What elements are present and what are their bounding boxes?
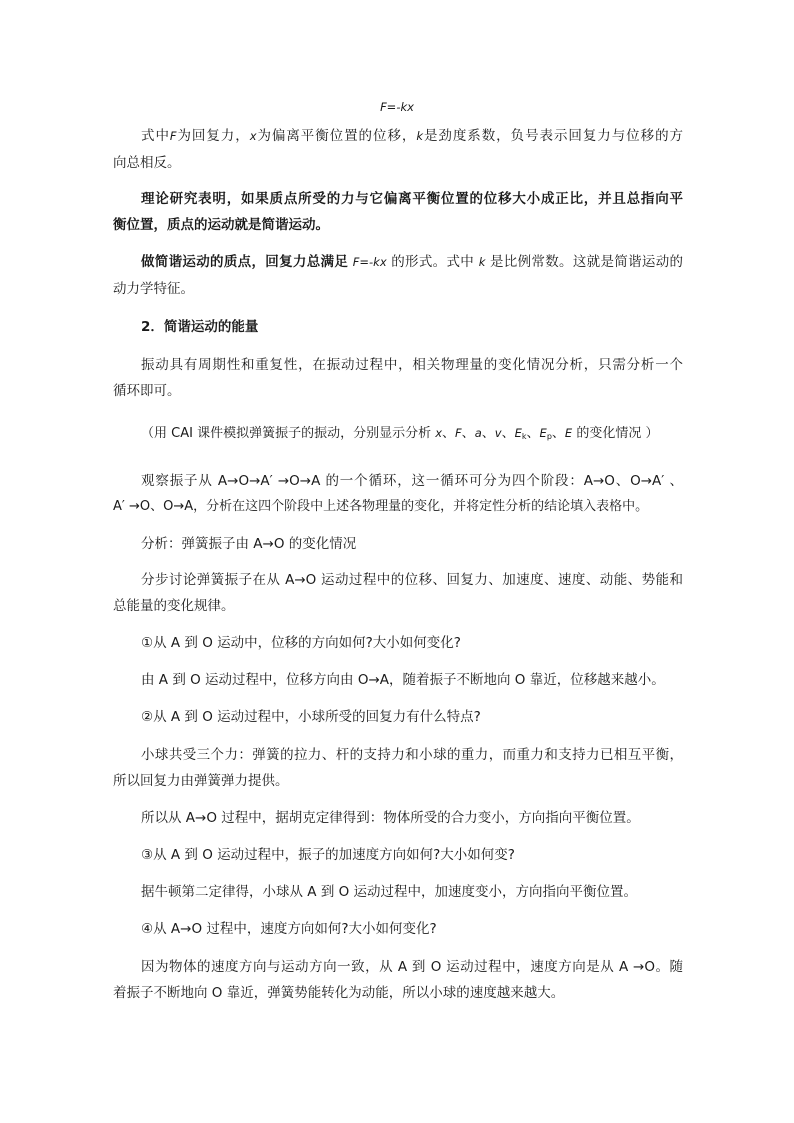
sep: 、 (481, 426, 495, 441)
sub-p: p (546, 432, 552, 441)
answer-2b: 所以从 A→O 过程中，据胡克定律得到：物体所受的合力变小，方向指向平衡位置。 (141, 810, 640, 826)
sep: 、 (501, 426, 515, 441)
p1-line1 (141, 126, 683, 146)
p3-line2: 动力学特征。 (113, 281, 194, 297)
p5-line (141, 423, 683, 444)
sep: 、 (551, 426, 565, 441)
text: （用 CAI 课件模拟弹簧振子的振动，分别显示分析 (141, 426, 432, 441)
text: 的形式。式中 (391, 254, 475, 270)
text: 的变化情况 ） (576, 426, 659, 441)
answer-2-line2: 所以回复力由弹簧弹力提供。 (113, 773, 289, 789)
var-E: E (564, 426, 573, 440)
text: 为回复力， (176, 128, 250, 144)
section-heading: 2．简谐运动的能量 (141, 319, 259, 335)
formula-inline: F=-kx (352, 255, 387, 269)
text: 是比例常数。这就是简谐运动的 (490, 254, 684, 270)
var-v: v (494, 426, 502, 440)
var-x: x (435, 426, 443, 440)
var-x: x (249, 129, 257, 143)
var-F: F (455, 426, 462, 440)
question-2: ②从 A 到 O 运动过程中，小球所受的回复力有什么特点? (141, 709, 481, 725)
answer-2-line1: 小球共受三个力：弹簧的拉力、杆的支持力和小球的重力，而重力和支持力已相互平衡， (141, 747, 683, 763)
p7-line: 分析：弹簧振子由 A→O 的变化情况 (141, 536, 357, 552)
question-1: ①从 A 到 O 运动中，位移的方向如何?大小如何变化? (141, 635, 461, 651)
p2-line1: 理论研究表明，如果质点所受的力与它偏离平衡位置的位移大小成正比，并且总指向平 (141, 191, 683, 207)
var-Ep: E (539, 426, 547, 440)
p6-line2: A′ →O、O→A，分析在这四个阶段中上述各物理量的变化，并将定性分析的结论填入表格中。 (113, 499, 649, 514)
sep: 、 (526, 426, 540, 441)
answer-4-line2: 着振子不断地向 O 靠近，弹簧势能转化为动能，所以小球的速度越来越大。 (113, 985, 565, 1001)
var-F: F (169, 129, 177, 143)
bold-text: 做简谐运动的质点，回复力总满足 (141, 254, 349, 270)
var-k: k (478, 255, 486, 269)
sub-k: k (521, 432, 527, 441)
var-Ek: E (514, 426, 522, 440)
p1-line2: 向总相反。 (113, 155, 181, 171)
p6-line1: 观察振子从 A→O→A′ →O→A 的一个循环，这一循环可分为四个阶段：A→O、O→A′ 、 (141, 473, 683, 489)
text: 为偏离平衡位置的位移， (256, 128, 417, 144)
var-k: k (416, 129, 424, 143)
formula-line: F=-kx (380, 100, 414, 114)
text: 是劲度系数，负号表示回复力与位移的方 (423, 128, 684, 144)
question-3: ③从 A 到 O 运动过程中，振子的加速度方向如何?大小如何变? (141, 847, 515, 863)
p8-line2: 总能量的变化规律。 (113, 598, 235, 614)
question-4: ④从 A→O 过程中，速度方向如何?大小如何变化? (141, 921, 437, 937)
answer-3: 据牛顿第二定律得，小球从 A 到 O 运动过程中，加速度变小，方向指向平衡位置。 (141, 884, 638, 900)
answer-4-line1: 因为物体的速度方向与运动方向一致，从 A 到 O 运动过程中，速度方向是从 A →O。随 (141, 959, 683, 975)
p4-line2: 循环即可。 (113, 383, 181, 399)
p3-line1 (141, 252, 683, 272)
answer-1: 由 A 到 O 运动过程中，位移方向由 O→A，随着振子不断地向 O 靠近，位移越来越小。 (141, 672, 665, 688)
p4-line1: 振动具有周期性和重复性，在振动过程中，相关物理量的变化情况分析，只需分析一个 (141, 357, 683, 373)
var-a: a (474, 426, 482, 440)
text: 式中 (141, 128, 170, 144)
sep: 、 (461, 426, 475, 441)
p2-line2: 衡位置，质点的运动就是简谐运动。 (113, 217, 329, 233)
p8-line1: 分步讨论弹簧振子在从 A→O 运动过程中的位移、回复力、加速度、速度、动能、势能和 (141, 572, 683, 588)
sep: 、 (442, 426, 456, 441)
